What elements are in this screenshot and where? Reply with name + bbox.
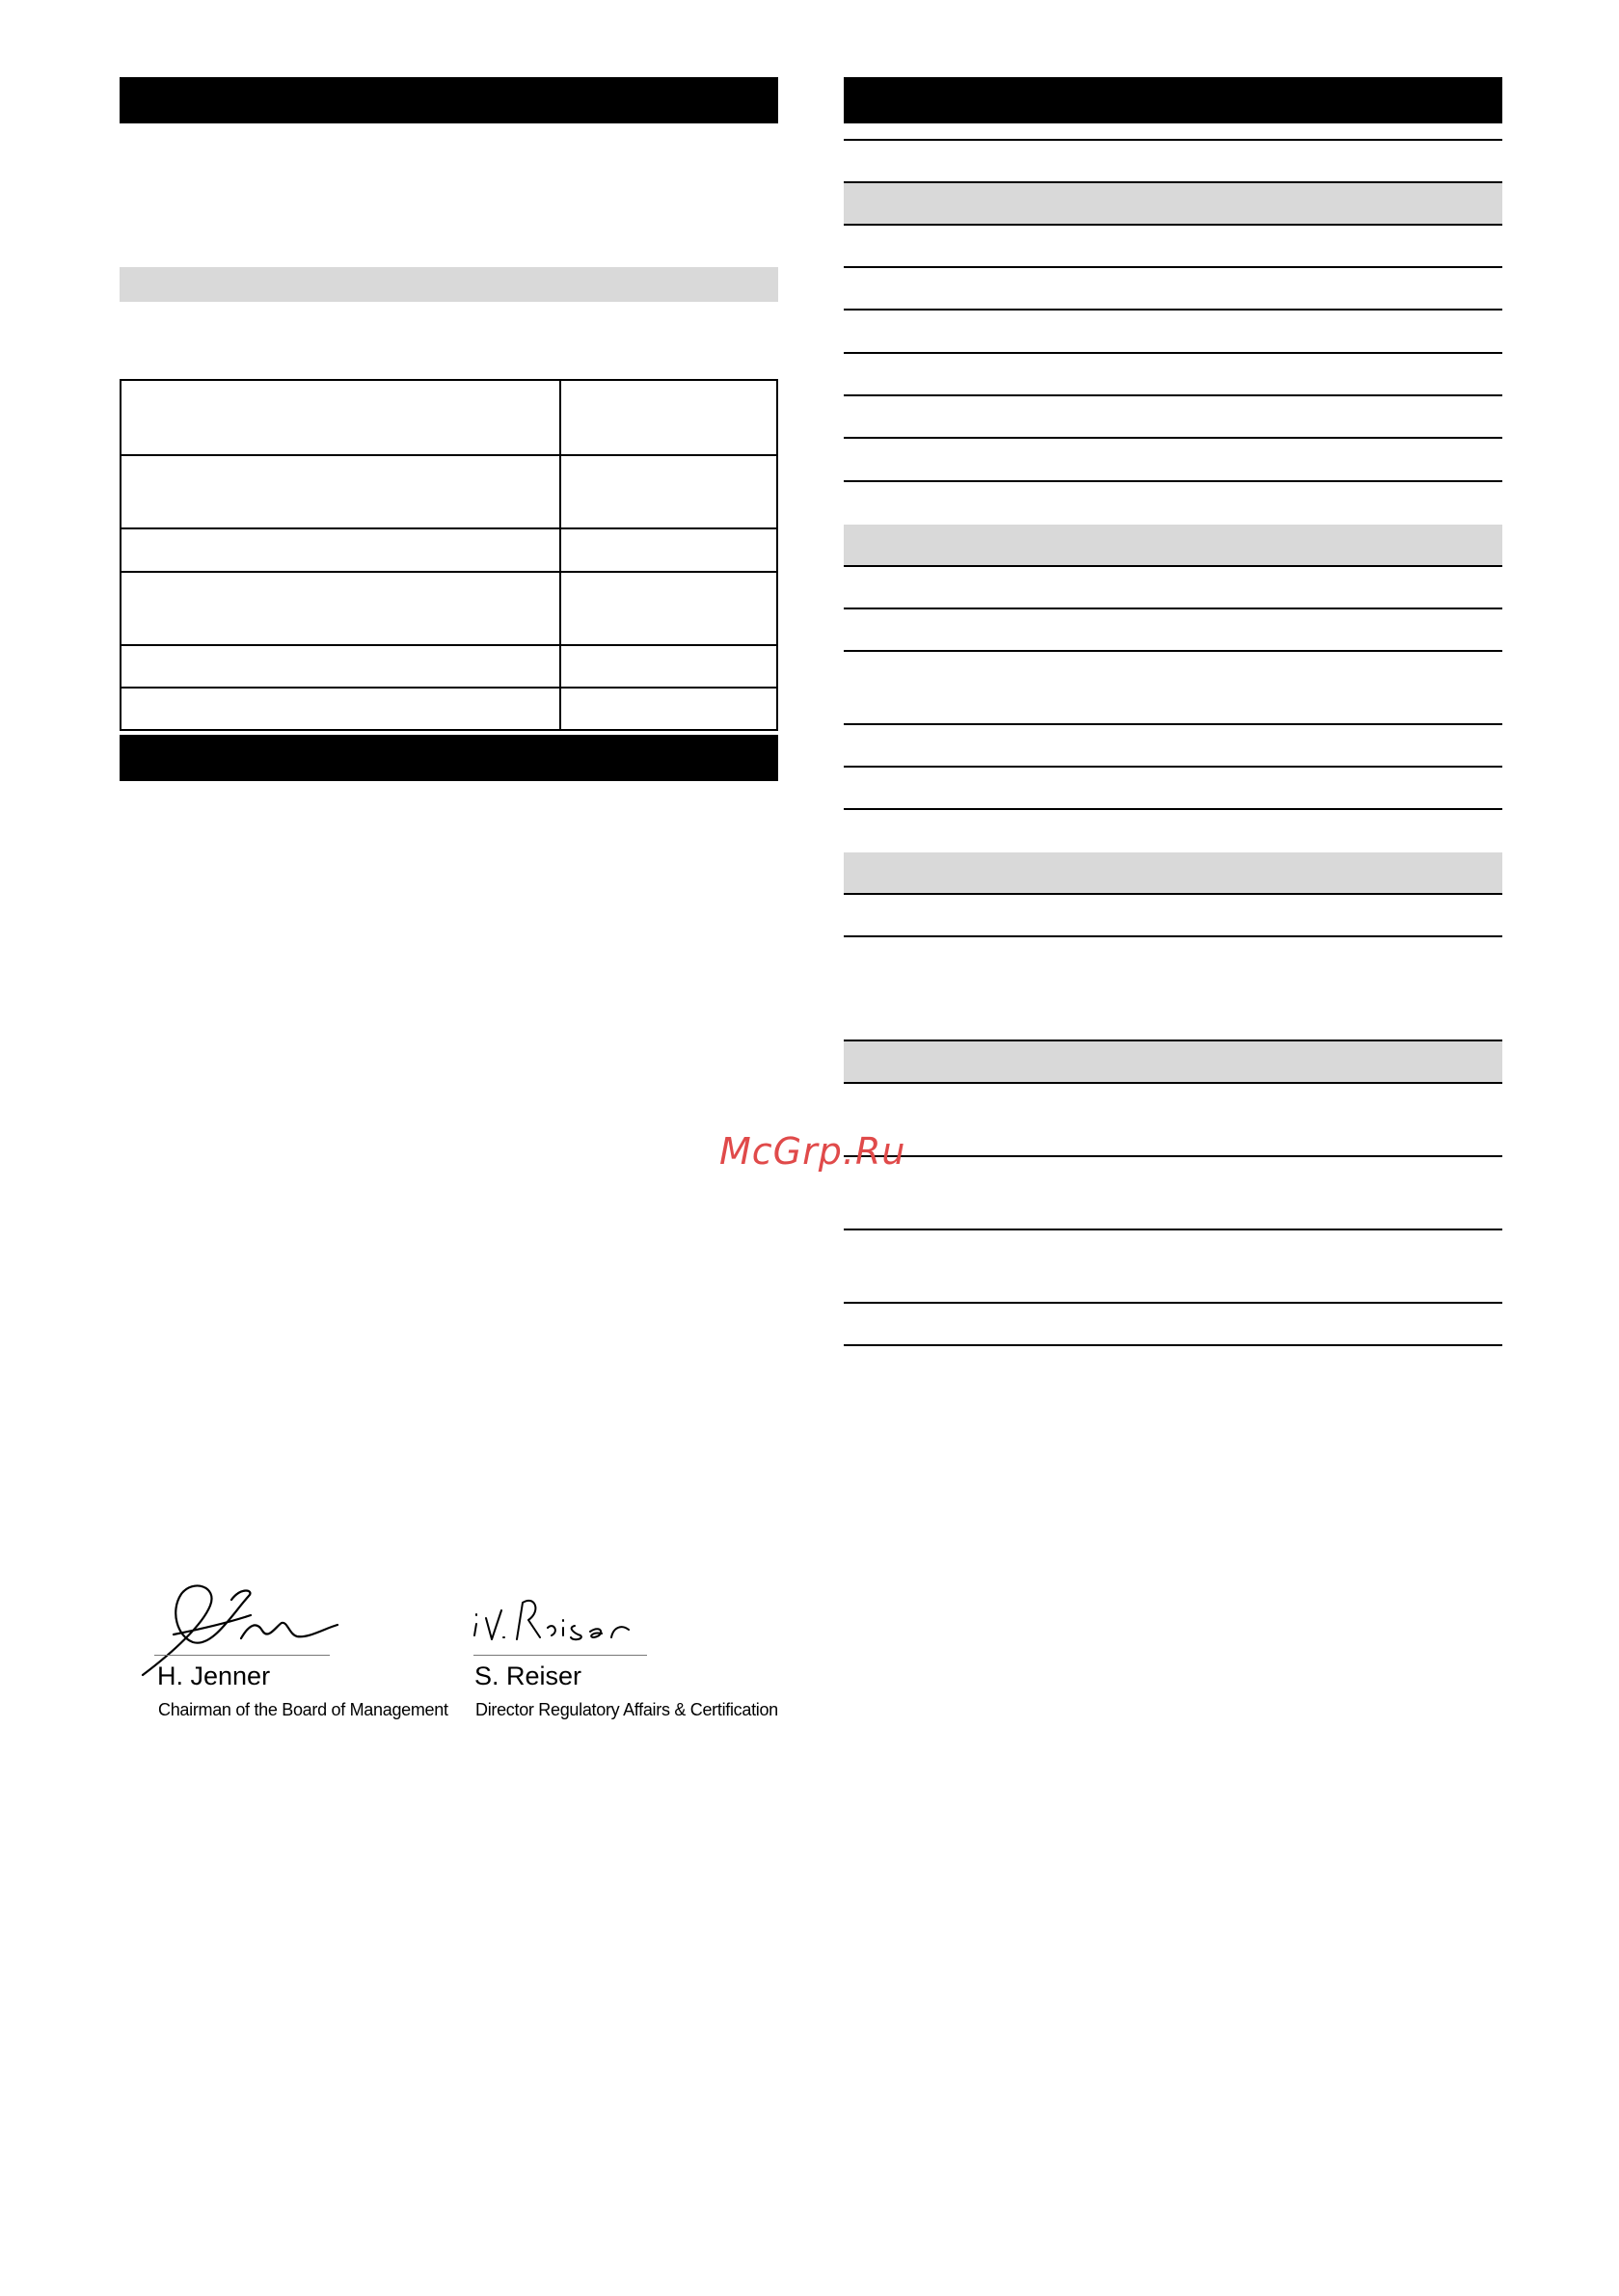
table-cell xyxy=(121,573,561,644)
table-cell xyxy=(561,456,776,527)
table-row xyxy=(844,268,1502,311)
table-row xyxy=(844,396,1502,439)
right-group-header-row xyxy=(844,852,1502,895)
table-row xyxy=(844,725,1502,768)
left-section-header-bar-2 xyxy=(120,735,778,781)
signatory-title: Chairman of the Board of Management xyxy=(158,1700,448,1719)
right-section-header-bar xyxy=(844,77,1502,123)
table-cell xyxy=(561,529,776,571)
table-row xyxy=(844,439,1502,482)
left-section-header-bar xyxy=(120,77,778,123)
table-row xyxy=(844,1304,1502,1346)
table-row xyxy=(844,567,1502,609)
table-row xyxy=(844,1084,1502,1157)
table-row xyxy=(844,311,1502,354)
table-row xyxy=(844,1157,1502,1230)
table-row xyxy=(844,226,1502,268)
table-row xyxy=(121,644,776,687)
table-row xyxy=(121,687,776,729)
table-cell xyxy=(121,689,561,729)
signatory-name: H. Jenner xyxy=(157,1661,271,1690)
table-row xyxy=(121,454,776,527)
reiser-signature-graphic xyxy=(467,1589,660,1657)
left-subsection-header-bar xyxy=(120,267,778,302)
table-row xyxy=(844,768,1502,810)
watermark-text: McGrp.Ru xyxy=(719,1130,906,1173)
table-rule xyxy=(844,139,1502,141)
table-cell xyxy=(561,646,776,687)
table-row xyxy=(844,652,1502,725)
signature-line xyxy=(154,1655,330,1656)
table-cell xyxy=(561,689,776,729)
signatory-name: S. Reiser xyxy=(474,1661,582,1690)
signatory-title: Director Regulatory Affairs & Certification xyxy=(475,1700,778,1719)
table-row xyxy=(844,609,1502,652)
table-cell xyxy=(561,381,776,454)
table-cell xyxy=(561,573,776,644)
table-cell xyxy=(121,529,561,571)
signature-line xyxy=(473,1655,647,1656)
right-group-header-row xyxy=(844,525,1502,567)
right-group-header-row xyxy=(844,1041,1502,1084)
table-row xyxy=(844,354,1502,396)
left-data-table xyxy=(120,379,778,731)
right-group-header-row xyxy=(844,181,1502,226)
table-row xyxy=(121,381,776,454)
table-cell xyxy=(121,456,561,527)
table-cell xyxy=(121,381,561,454)
table-row xyxy=(844,1230,1502,1304)
table-row xyxy=(844,895,1502,937)
table-row xyxy=(121,527,776,571)
table-row xyxy=(121,571,776,644)
table-cell xyxy=(121,646,561,687)
